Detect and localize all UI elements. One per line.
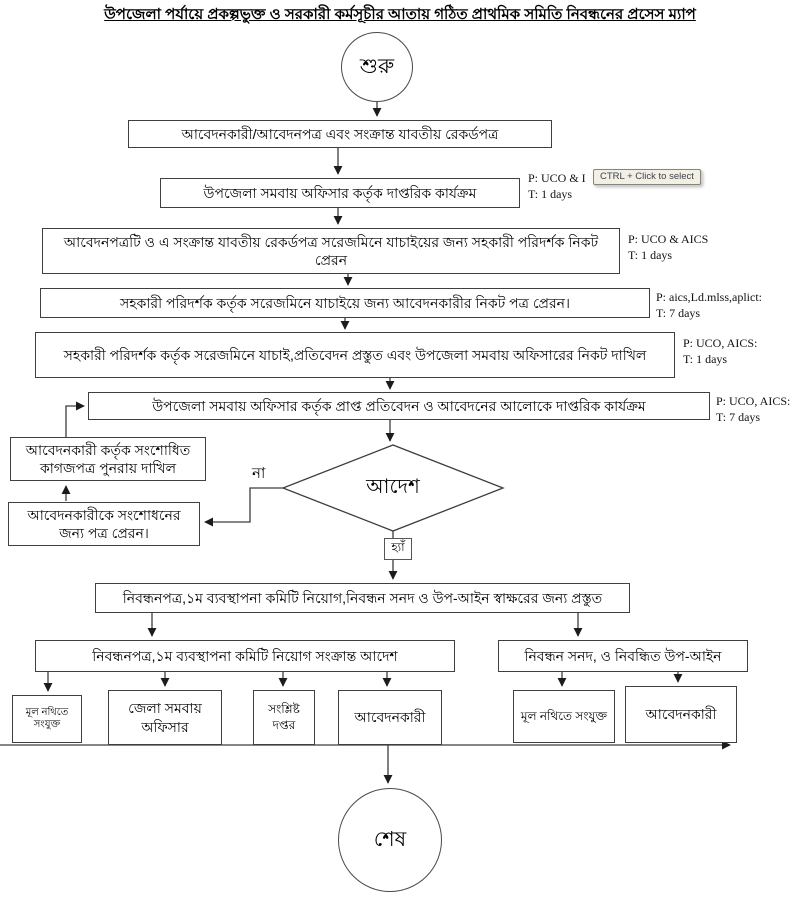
- committee-order-box: নিবন্ধনপত্র,১ম ব্যবস্থাপনা কমিটি নিয়োগ সংক্রান্ত আদেশ: [35, 640, 455, 672]
- annotation-letter-applicant: [656, 290, 762, 322]
- annotation-time: T: 1 days: [683, 351, 728, 366]
- start-terminal: শুরু: [341, 32, 413, 102]
- annotation-send-inspector: [628, 232, 708, 264]
- resubmit-documents-box: আবেদনকারী কর্তৃক সংশোধিত কাগজপত্র পুনরায় দাখিল: [10, 437, 206, 481]
- decision-no-label: না: [252, 465, 266, 482]
- recipient-applicant-box-2: আবেদনকারী: [625, 686, 737, 743]
- process-step-official-activity[interactable]: উপজেলা সমবায় অফিসার কর্তৃক দাপ্তরিক কার্যক্রম: [160, 178, 520, 208]
- annotation-performer: P: UCO, AICS:: [683, 336, 758, 350]
- annotation-time: T: 7 days: [716, 409, 761, 424]
- annotation-time: T: 1 days: [628, 247, 673, 262]
- annotation-report-action: [716, 394, 790, 426]
- diagram-title: উপজেলা পর্যায়ে প্রকল্পভুক্ত ও সরকারী কর্মসূচীর আতায় গঠিত প্রাথমিক সমিতি নিবন্ধনের প্রসেস ম্যাপ: [104, 6, 696, 23]
- process-step-letter-applicant: সহকারী পরিদর্শক কর্তৃক সরেজমিনে যাচাইয়ে জন্য আবেদনকারীর নিকট পত্র প্রেরন।: [40, 288, 650, 318]
- process-step-report-action: উপজেলা সমবায় অফিসার কর্তৃক প্রাপ্ত প্রতিবেদন ও আবেদনের আলোকে দাপ্তরিক কার্যক্রম: [88, 392, 710, 420]
- recipient-main-file-box-2: মূল নথিতে সংযুক্ত: [513, 690, 615, 743]
- annotation-performer: P: aics,Ld.mlss,aplict:: [656, 290, 762, 304]
- end-terminal: শেষ: [338, 788, 442, 892]
- process-step-send-inspector: আবেদনপত্রটি ও এ সংক্রান্ত যাবতীয় রেকর্ডপত্র সরেজমিনে যাচাইয়ের জন্য সহকারী পরিদর্শক নিকট প্রেরন: [42, 228, 620, 274]
- process-step-records: আবেদনকারী/আবেদনপত্র এবং সংক্রান্ত যাবতীয় রেকর্ডপত্র: [128, 120, 552, 148]
- recipient-applicant-box: আবেদনকারী: [338, 690, 442, 745]
- recipient-district-officer-box: জেলা সমবায় অফিসার: [108, 690, 222, 745]
- certificate-bylaw-box: নিবন্ধন সনদ, ও নিবন্ধিত উপ-আইন: [498, 640, 748, 672]
- recipient-main-file-box: মূল নথিতে সংযুক্ত: [12, 695, 82, 743]
- process-step-verify-report: সহকারী পরিদর্শক কর্তৃক সরেজমিনে যাচাই,প্রতিবেদন প্রস্তুত এবং উপজেলা সমবায় অফিসারের নিকট দাখিল: [35, 332, 675, 378]
- decision-yes-label: হ্যাঁ: [384, 538, 412, 560]
- annotation-time: T: 7 days: [656, 305, 701, 320]
- annotation-performer: P: UCO & AICS: [628, 232, 709, 246]
- recipient-concerned-office-box: সংশ্লিষ্ট দপ্তর: [253, 690, 315, 745]
- annotation-performer: P: UCO, AICS:: [716, 394, 791, 408]
- hyperlink-tooltip: CTRL + Click to select: [593, 169, 701, 185]
- correction-letter-box: আবেদনকারীকে সংশোধনের জন্য পত্র প্রেরন।: [8, 502, 200, 546]
- prepare-signature-box: নিবন্ধনপত্র,১ম ব্যবস্থাপনা কমিটি নিয়োগ,নিবন্ধন সনদ ও উপ-আইন স্বাক্ষরের জন্য প্রস্তুত: [95, 583, 630, 613]
- annotation-performer: P: UCO & I: [528, 171, 586, 185]
- annotation-time: T: 1 days: [528, 186, 573, 201]
- annotation-verify-report: [683, 336, 757, 368]
- annotation-official-activity: [528, 171, 586, 203]
- decision-label: আদেশ: [366, 475, 420, 498]
